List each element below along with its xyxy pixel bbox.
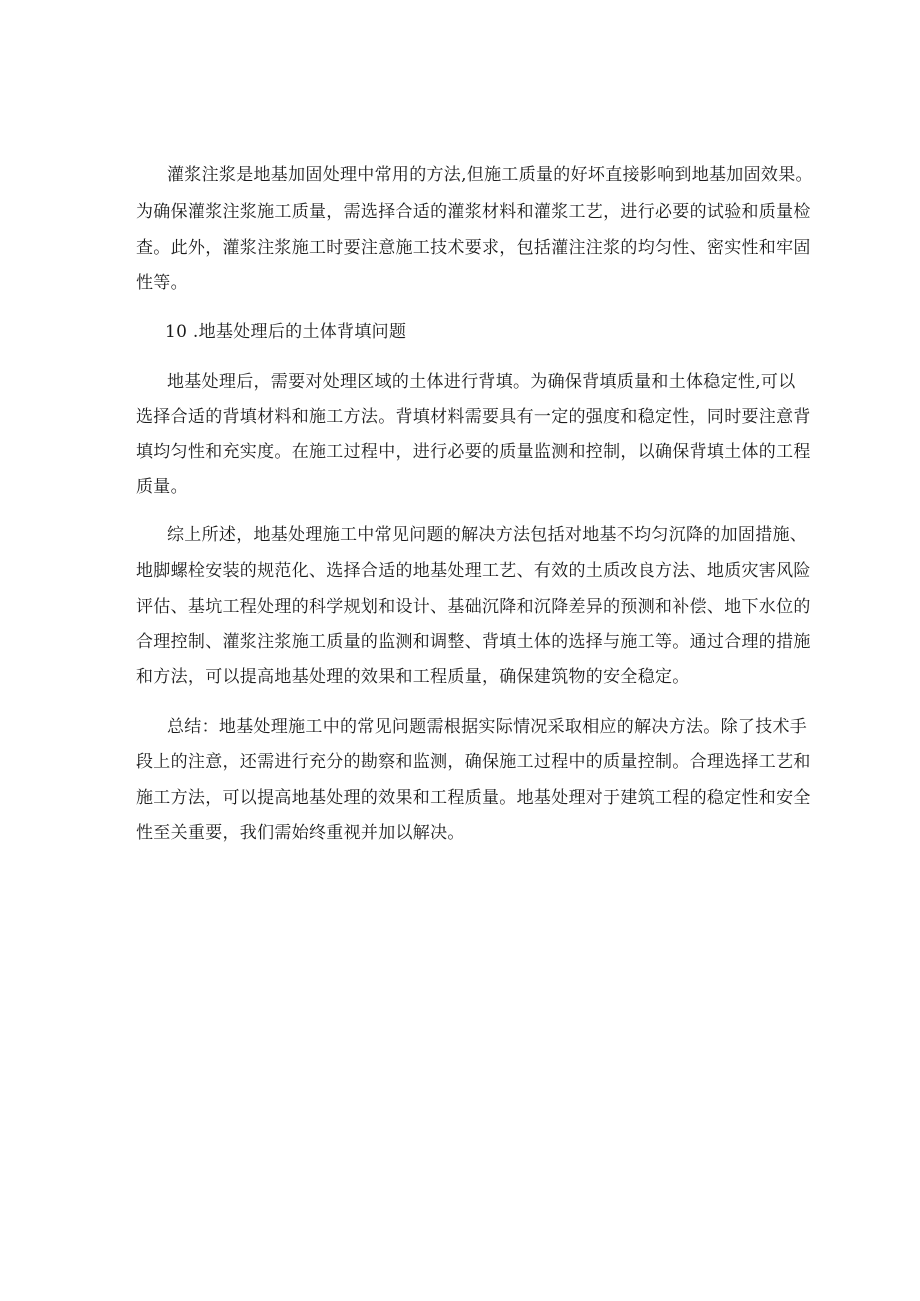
paragraph-backfill-line: 地基处理后，需要对处理区域的土体进行背填。为确保背填质量和土体稳定性,可以 [167,372,796,392]
paragraph-conclusion-line: 施工方法，可以提高地基处理的效果和工程质量。地基处理对于建筑工程的稳定性和安全 [136,788,811,808]
paragraph-summary-line: 评估、基坑工程处理的科学规划和设计、基础沉降和沉降差异的预测和补偿、地下水位的 [136,597,811,617]
paragraph-conclusion-line: 性至关重要，我们需始终重视并加以解决。 [136,823,465,843]
paragraph-backfill-line: 质量。 [136,477,188,497]
paragraph-grouting-line: 为确保灌浆注浆施工质量，需选择合适的灌浆材料和灌浆工艺，进行必要的试验和质量检 [136,202,811,222]
paragraph-summary-line: 合理控制、灌浆注浆施工质量的监测和调整、背填土体的选择与施工等。通过合理的措施 [136,632,811,652]
paragraph-summary-line: 综上所述，地基处理施工中常见问题的解决方法包括对地基不均匀沉降的加固措施、 [167,525,808,545]
section-heading-10: 10 .地基处理后的土体背填问题 [165,322,407,342]
paragraph-backfill-line: 填均匀性和充实度。在施工过程中，进行必要的质量监测和控制，以确保背填土体的工程 [136,442,811,462]
paragraph-conclusion-line: 段上的注意，还需进行充分的勘察和监测，确保施工过程中的质量控制。合理选择工艺和 [136,752,811,772]
paragraph-conclusion-line: 总结：地基处理施工中的常见问题需根据实际情况采取相应的解决方法。除了技术手 [167,717,808,737]
paragraph-summary-line: 和方法，可以提高地基处理的效果和工程质量，确保建筑物的安全稳定。 [136,667,690,687]
paragraph-grouting-line: 性等。 [136,273,188,293]
paragraph-summary-line: 地脚螺栓安装的规范化、选择合适的地基处理工艺、有效的土质改良方法、地质灾害风险 [136,561,811,581]
paragraph-grouting-line: 灌浆注浆是地基加固处理中常用的方法,但施工质量的好坏直接影响到地基加固效果。 [167,165,813,185]
paragraph-grouting-line: 查。此外，灌浆注浆施工时要注意施工技术要求，包括灌注注浆的均匀性、密实性和牢固 [136,238,811,258]
paragraph-backfill-line: 选择合适的背填材料和施工方法。背填材料需要具有一定的强度和稳定性，同时要注意背 [136,407,811,427]
